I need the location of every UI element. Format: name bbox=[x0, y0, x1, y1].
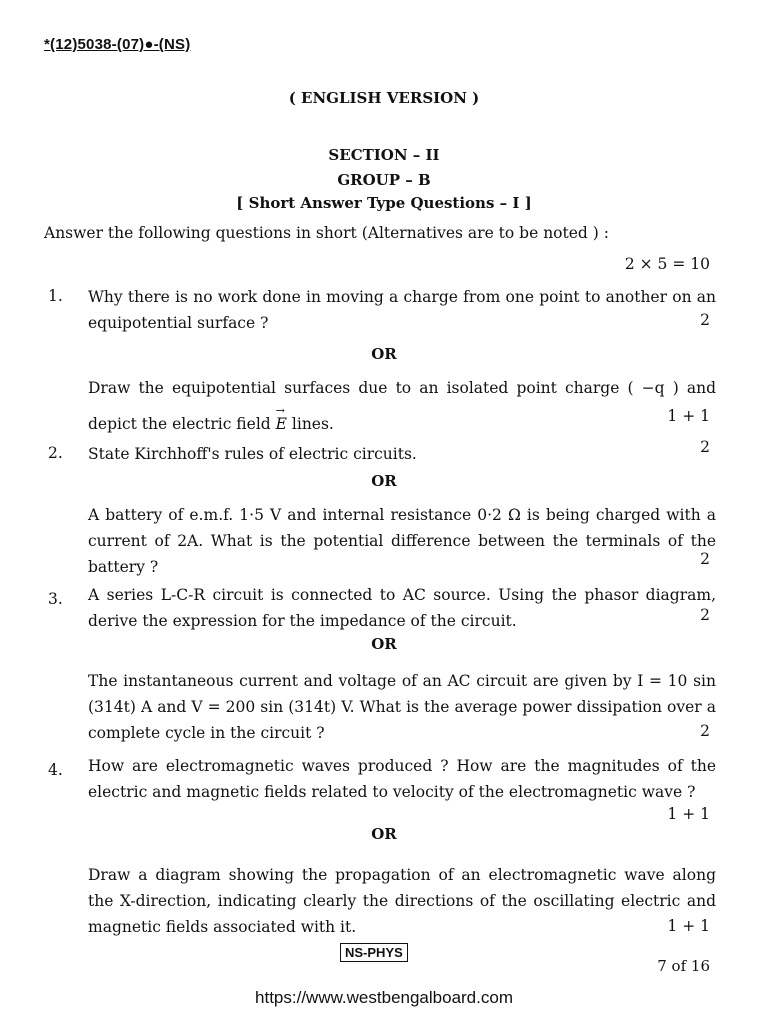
question-text: A series L-C-R circuit is connected to AC source. Using the phasor diagram, derive the expression for the impedance of the circuit. bbox=[88, 586, 716, 630]
question-number: 2. bbox=[48, 444, 63, 462]
page-number: 7 of 16 bbox=[657, 957, 710, 975]
question-text: Why there is no work done in moving a charge from one point to another on an equipotential surface ? bbox=[88, 288, 716, 332]
alternative-marks: 2 bbox=[700, 550, 710, 568]
vector-e-symbol: → E bbox=[276, 406, 287, 442]
alternative-marks: 1 + 1 bbox=[667, 917, 710, 935]
or-label: OR bbox=[371, 345, 397, 363]
group-heading: GROUP – B bbox=[337, 171, 431, 189]
total-marks: 2 × 5 = 10 bbox=[624, 255, 710, 273]
or-label: OR bbox=[371, 825, 397, 843]
question-marks: 2 bbox=[700, 311, 710, 329]
or-label: OR bbox=[371, 472, 397, 490]
question-marks: 2 bbox=[700, 606, 710, 624]
alternative-marks: 1 + 1 bbox=[667, 407, 710, 425]
watermark-url: https://www.westbengalboard.com bbox=[255, 988, 513, 1007]
subject-code-box: NS-PHYS bbox=[340, 943, 408, 962]
question-text: How are electromagnetic waves produced ? How are the magnitudes of the electric and magnetic fields related to velocity of the electromagnetic wave ? bbox=[88, 757, 716, 801]
question-number: 4. bbox=[48, 761, 63, 779]
question-marks: 2 bbox=[700, 438, 710, 456]
section-heading: SECTION – II bbox=[328, 146, 440, 164]
alternative-text: A battery of e.m.f. 1·5 V and internal resistance 0·2 Ω is being charged with a current of 2A. What is the potential difference between the terminals of the battery ? bbox=[88, 506, 716, 576]
question-number: 3. bbox=[48, 590, 63, 608]
question-type-heading: [ Short Answer Type Questions – I ] bbox=[236, 194, 532, 212]
alternative-text-part: lines. bbox=[291, 415, 334, 433]
instructions: Answer the following questions in short (Alternatives are to be noted ) : bbox=[44, 224, 609, 242]
question-number: 1. bbox=[48, 287, 63, 305]
or-label: OR bbox=[371, 635, 397, 653]
alternative-text bbox=[88, 370, 716, 442]
alternative-text-part: Draw the equipotential surfaces due to an isolated point charge ( −q ) and depict the electric field bbox=[88, 379, 716, 433]
alternative-text: Draw a diagram showing the propagation of an electromagnetic wave along the X-direction, indicating clearly the directions of the oscillating electric and magnetic fields associated with it. bbox=[88, 866, 716, 936]
version-heading: ( ENGLISH VERSION ) bbox=[288, 89, 480, 107]
question-marks: 1 + 1 bbox=[667, 805, 710, 823]
alternative-marks: 2 bbox=[700, 722, 710, 740]
question-text: State Kirchhoff's rules of electric circuits. bbox=[88, 445, 417, 463]
paper-code: *(12)5038-(07)●-(NS) bbox=[44, 36, 191, 53]
alternative-text: The instantaneous current and voltage of an AC circuit are given by I = 10 sin (314t) A and V = 200 sin (314t) V. What is the average power dissipation over a complete cycle in the circuit ? bbox=[88, 672, 716, 742]
